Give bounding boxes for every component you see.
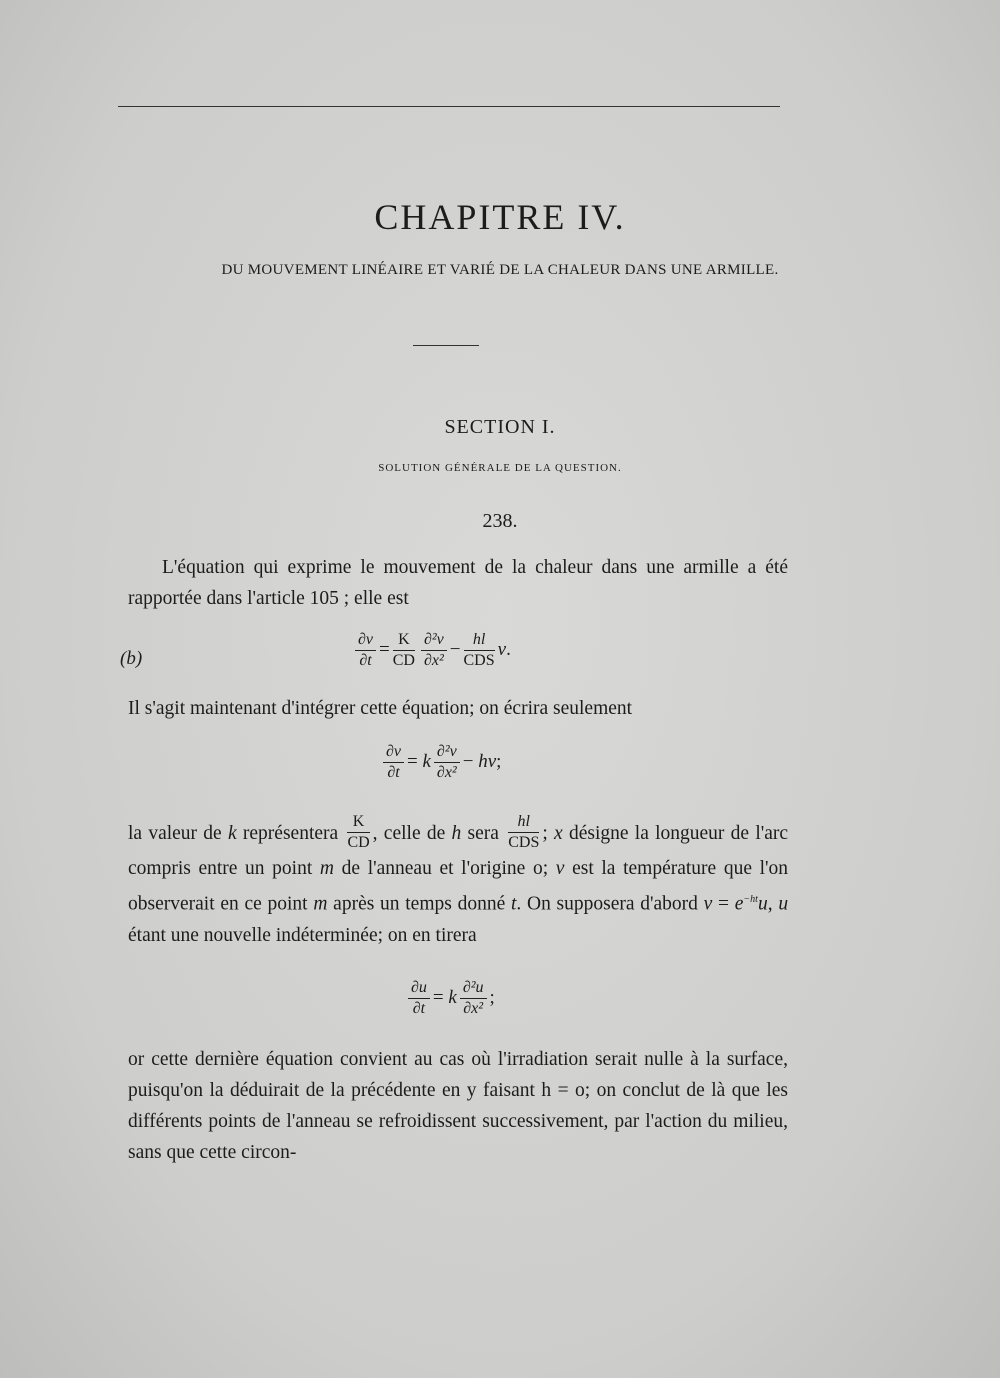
header-rule <box>118 106 780 107</box>
article-number: 238. <box>482 510 518 532</box>
separator-rule <box>413 345 479 346</box>
equation-label: (b) <box>120 648 143 669</box>
paragraph-2: Il s'agit maintenant d'intégrer cette équation; on écrira seulement <box>128 698 633 719</box>
section-subtitle: SOLUTION GÉNÉRALE DE LA QUESTION. <box>378 462 622 474</box>
paragraph-3: la valeur de k représentera $\frac{K}{CD}$ , celle de h sera $\frac{hl}{\text{CDS}}$ ; x désigne la longueur de l'arc compris entre un point m de l'anneau et l'origine o; v est la température que l'on observerait en ce point m après un temps donné t. On supposera d'abord $v = e^{-ht}u$, u étant une nouvelle indéterminée; on en tirera <box>128 813 789 946</box>
equation-2: $\frac{\partial v}{\partial t}$ = k $\frac{\text{∂²v}}{\text{∂x²}}$ − hv; <box>380 742 501 783</box>
equation-b: $\frac{\partial v}{\partial t}$ = $\frac{K}{CD}$ $\frac{\text{∂²v}}{\text{∂x²}}$ − $\frac{hl}{\text{CDS}}$ v. <box>352 630 511 671</box>
equation-3: $\frac{\partial u}{\partial t}$ = k $\frac{\text{∂²u}}{\text{∂x²}}$ ; <box>405 978 495 1019</box>
paragraph-4: or cette dernière équation convient au cas où l'irradiation serait nulle à la surface, puisqu'on la déduirait de la précédente en y faisant h = o; on conclut de là que les différents points de l'anneau se refroidissent successivement, par l'action du milieu, sans que cette circon- <box>128 1049 788 1163</box>
section-title: SECTION I. <box>444 416 556 438</box>
paragraph-1: L'équation qui exprime le mouvement de la chaleur dans une armille a été rapportée dans l'article 105 ; elle est <box>128 557 788 609</box>
chapter-subtitle: DU MOUVEMENT LINÉAIRE ET VARIÉ DE LA CHALEUR DANS UNE ARMILLE. <box>221 262 779 278</box>
chapter-title: CHAPITRE IV. <box>374 197 626 237</box>
